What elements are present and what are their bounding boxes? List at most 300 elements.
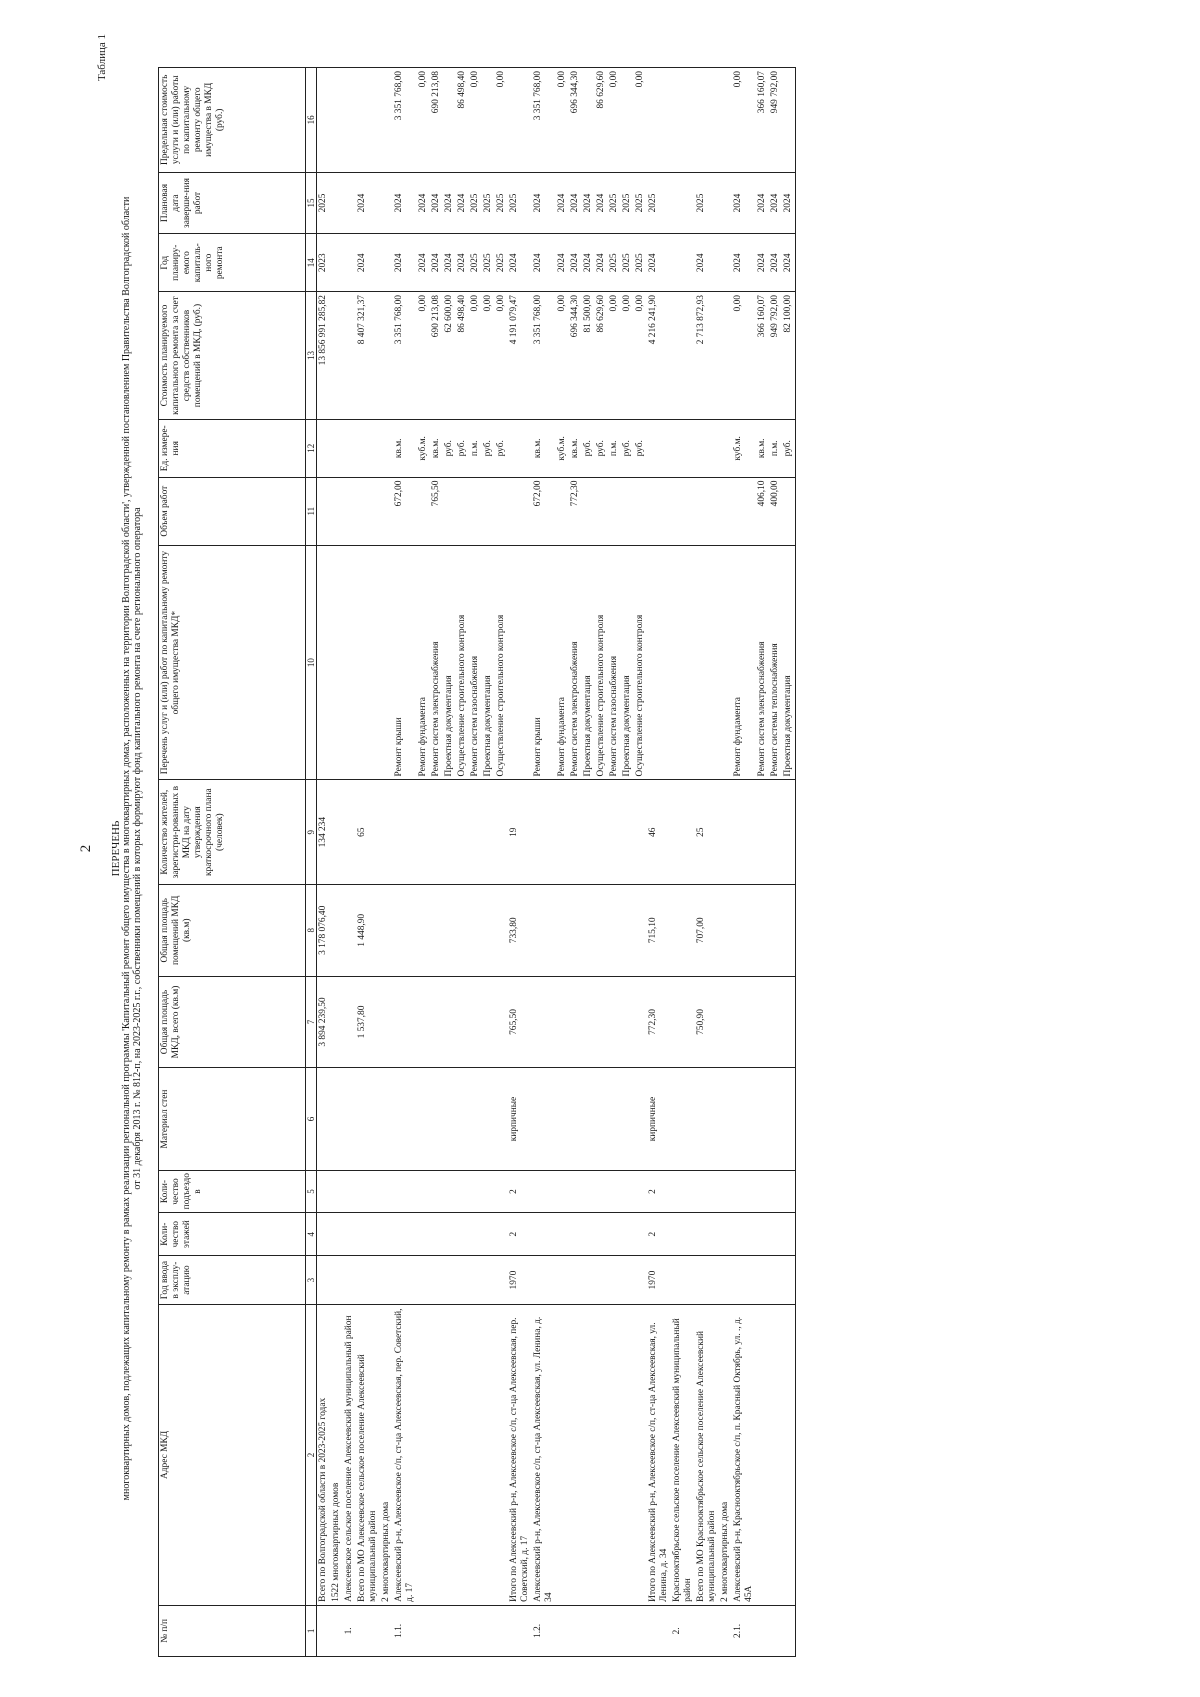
table-cell: куб.м.: [732, 420, 756, 478]
column-header: Количество жителей, зарегистри-рованных в МКД на дату утверждения краткосрочного плана (человек): [159, 780, 306, 885]
table-cell: [719, 884, 732, 976]
table-cell: [756, 1170, 769, 1213]
column-number: 12: [306, 420, 317, 478]
table-cell: [671, 477, 695, 545]
table-cell: [634, 1170, 647, 1213]
table-cell: 0,00: [495, 68, 508, 173]
table-cell: [330, 420, 343, 478]
table-cell: Всего по МО Алексеевское сельское поселение Алексеевский муниципальный район: [356, 1305, 380, 1606]
table-cell: 0,00: [556, 292, 569, 420]
table-cell: [380, 1213, 393, 1256]
table-cell: 8 407 321,37: [356, 292, 380, 420]
repair-list-table: [158, 67, 796, 1657]
table-cell: 2024: [556, 234, 569, 292]
table-row: [456, 68, 469, 1657]
table-cell: [430, 1256, 443, 1305]
table-cell: [595, 1605, 608, 1656]
table-cell: [356, 1256, 380, 1305]
table-cell: [634, 477, 647, 545]
table-cell: [595, 1213, 608, 1256]
table-cell: Проектная документация: [443, 545, 456, 780]
table-cell: [380, 1256, 393, 1305]
table-row: [393, 68, 417, 1657]
table-cell: 366 160,07: [756, 292, 769, 420]
table-cell: [482, 1305, 495, 1606]
table-cell: [317, 1068, 331, 1170]
table-cell: [719, 1068, 732, 1170]
column-number: 3: [306, 1256, 317, 1305]
table-cell: [769, 1170, 782, 1213]
table-cell: [417, 884, 430, 976]
table-cell: [330, 884, 343, 976]
table-cell: 2 713 872,93: [695, 292, 719, 420]
table-cell: руб.: [443, 420, 456, 478]
table-cell: [532, 1170, 556, 1213]
table-cell: [456, 1305, 469, 1606]
table-cell: 2024: [582, 172, 595, 234]
table-cell: [469, 1256, 482, 1305]
table-cell: [356, 420, 380, 478]
table-cell: 2024: [756, 172, 769, 234]
table-row: [608, 68, 621, 1657]
table-cell: руб.: [621, 420, 634, 478]
table-cell: [317, 1170, 331, 1213]
table-cell: [556, 1068, 569, 1170]
table-cell: 0,00: [732, 68, 756, 173]
table-cell: 2024: [443, 234, 456, 292]
table-cell: 672,00: [393, 477, 417, 545]
table-cell: [380, 545, 393, 780]
table-cell: [621, 884, 634, 976]
column-header: Объем работ: [159, 477, 306, 545]
table-cell: 2025: [634, 172, 647, 234]
table-cell: кв.м.: [393, 420, 417, 478]
table-cell: Всего по Волгоградской области в 2023-2025 годах: [317, 1305, 331, 1606]
table-cell: 2024: [393, 172, 417, 234]
table-cell: [634, 1068, 647, 1170]
table-row: [430, 68, 443, 1657]
table-cell: [595, 884, 608, 976]
table-cell: 2 многоквартирных дома: [380, 1305, 393, 1606]
table-cell: [695, 1213, 719, 1256]
table-row: [495, 68, 508, 1657]
column-header: Перечень услуг и (или) работ по капитальному ремонту общего имущества МКД*: [159, 545, 306, 780]
table-cell: Ремонт крыши: [393, 545, 417, 780]
table-cell: [621, 976, 634, 1068]
table-cell: [647, 68, 671, 173]
table-cell: [380, 1605, 393, 1656]
table-cell: 62 600,00: [443, 292, 456, 420]
table-cell: 2: [647, 1213, 671, 1256]
table-cell: [608, 1256, 621, 1305]
table-cell: [330, 68, 343, 173]
table-cell: [634, 1605, 647, 1656]
table-cell: [621, 1256, 634, 1305]
table-cell: 0,00: [621, 292, 634, 420]
table-cell: [782, 1256, 796, 1305]
column-number: 6: [306, 1068, 317, 1170]
column-header: Коли-чество подъездо в: [159, 1170, 306, 1213]
table-cell: [732, 780, 756, 885]
table-cell: [393, 976, 417, 1068]
table-cell: [469, 1213, 482, 1256]
table-cell: [634, 976, 647, 1068]
table-cell: руб.: [482, 420, 495, 478]
table-cell: Ремонт систем электроснабжения: [756, 545, 769, 780]
table-cell: 1522 многоквартирных домов: [330, 1305, 343, 1606]
table-cell: [317, 1605, 331, 1656]
table-row: [595, 68, 608, 1657]
table-cell: [443, 1170, 456, 1213]
table-cell: [695, 477, 719, 545]
table-cell: 765,50: [430, 477, 443, 545]
table-header-row: [159, 68, 306, 1657]
table-cell: [380, 1170, 393, 1213]
table-cell: [621, 1305, 634, 1606]
table-cell: 696 344,30: [569, 68, 582, 173]
table-cell: [330, 1170, 343, 1213]
column-header: Плановая дата заверше-ния работ: [159, 172, 306, 234]
column-header: Общая площадь помещений МКД (кв.м): [159, 884, 306, 976]
table-cell: [417, 1170, 430, 1213]
table-cell: руб.: [456, 420, 469, 478]
document-subtitle-line-2: от 31 декабря 2013 г. № 812-п, на 2023-2025 г.г., собственники помещений в которых формируют фонд капитального ремонта на счете регионального оператора: [132, 507, 143, 1190]
table-cell: 2 многоквартирных дома: [719, 1305, 732, 1606]
table-cell: [317, 420, 331, 478]
table-cell: [582, 884, 595, 976]
table-cell: [495, 976, 508, 1068]
table-cell: 2024: [695, 234, 719, 292]
table-cell: [417, 1305, 430, 1606]
table-cell: кв.м.: [532, 420, 556, 478]
table-cell: [671, 68, 695, 173]
table-cell: [343, 1068, 356, 1170]
table-row: [532, 68, 556, 1657]
table-cell: Ремонт систем газоснабжения: [469, 545, 482, 780]
table-cell: 0,00: [634, 292, 647, 420]
table-cell: [732, 884, 756, 976]
table-row: [556, 68, 569, 1657]
table-cell: [356, 1213, 380, 1256]
table-cell: 0,00: [469, 68, 482, 173]
table-cell: [508, 477, 532, 545]
table-cell: [356, 545, 380, 780]
table-cell: [582, 1213, 595, 1256]
table-cell: [647, 477, 671, 545]
table-cell: [695, 1170, 719, 1213]
table-cell: [595, 1305, 608, 1606]
table-cell: [647, 1605, 671, 1656]
table-cell: Алексеевский р-н, Алексеевское с/п, ст-ца Алексеевская, ул. Ленина, д. 34: [532, 1305, 556, 1606]
table-cell: 2025: [621, 172, 634, 234]
table-cell: кирпичные: [647, 1068, 671, 1170]
table-cell: [608, 780, 621, 885]
table-cell: [756, 780, 769, 885]
table-cell: 3 894 239,50: [317, 976, 331, 1068]
table-cell: 1.2.: [532, 1605, 556, 1656]
table-cell: 0,00: [556, 68, 569, 173]
table-cell: [430, 884, 443, 976]
table-cell: [330, 1256, 343, 1305]
page-number: 2: [78, 844, 94, 853]
table-cell: [495, 1305, 508, 1606]
table-cell: 2024: [443, 172, 456, 234]
table-cell: 949 792,00: [769, 292, 782, 420]
table-cell: 2024: [582, 234, 595, 292]
table-cell: [582, 976, 595, 1068]
table-cell: [769, 976, 782, 1068]
table-cell: 2024: [356, 172, 380, 234]
table-cell: [769, 884, 782, 976]
table-cell: [508, 420, 532, 478]
table-cell: 3 351 768,00: [393, 292, 417, 420]
table-cell: [582, 1256, 595, 1305]
table-cell: 86 498,40: [456, 68, 469, 173]
table-cell: 765,50: [508, 976, 532, 1068]
table-cell: 750,90: [695, 976, 719, 1068]
table-cell: [417, 1605, 430, 1656]
table-cell: [469, 780, 482, 885]
table-cell: [330, 1068, 343, 1170]
table-cell: 0,00: [417, 68, 430, 173]
column-header: Год планиру-емого капиталь-ного ремонта: [159, 234, 306, 292]
table-cell: [671, 234, 695, 292]
table-cell: [356, 1605, 380, 1656]
table-cell: [482, 1170, 495, 1213]
column-header: Год ввода в эксплу-атацию: [159, 1256, 306, 1305]
table-cell: [482, 477, 495, 545]
table-cell: [417, 477, 430, 545]
table-row: [782, 68, 796, 1657]
table-cell: [495, 780, 508, 885]
table-cell: [634, 884, 647, 976]
table-cell: 2024: [356, 234, 380, 292]
table-cell: 4 191 079,47: [508, 292, 532, 420]
table-cell: [343, 1256, 356, 1305]
table-cell: [482, 780, 495, 885]
table-cell: [443, 1256, 456, 1305]
table-cell: [393, 1213, 417, 1256]
table-cell: руб.: [595, 420, 608, 478]
table-cell: [608, 1213, 621, 1256]
table-cell: [456, 1170, 469, 1213]
table-cell: 0,00: [608, 68, 621, 173]
table-cell: 2025: [608, 172, 621, 234]
table-cell: [595, 780, 608, 885]
table-cell: 2025: [482, 172, 495, 234]
table-cell: 2024: [556, 172, 569, 234]
table-cell: [380, 976, 393, 1068]
table-cell: [647, 420, 671, 478]
table-cell: [769, 1256, 782, 1305]
table-cell: [719, 292, 732, 420]
table-cell: Ремонт систем газоснабжения: [608, 545, 621, 780]
table-cell: [732, 976, 756, 1068]
table-cell: 2025: [495, 172, 508, 234]
table-cell: Проектная документация: [782, 545, 796, 780]
table-cell: [343, 68, 356, 173]
table-cell: [330, 292, 343, 420]
table-cell: [556, 780, 569, 885]
table-body: [317, 68, 796, 1657]
table-cell: 690 213,08: [430, 68, 443, 173]
table-cell: [443, 1213, 456, 1256]
table-row: [769, 68, 782, 1657]
table-cell: [443, 780, 456, 885]
table-cell: [417, 976, 430, 1068]
table-cell: [469, 1605, 482, 1656]
table-cell: 2025: [482, 234, 495, 292]
table-cell: [443, 1068, 456, 1170]
table-cell: 0,00: [732, 292, 756, 420]
table-cell: [671, 780, 695, 885]
table-cell: 672,00: [532, 477, 556, 545]
table-cell: куб.м.: [417, 420, 430, 478]
column-header: Стоимость планируемого капитального ремонта за счет средств собственников помещений в МКД, (руб.): [159, 292, 306, 420]
table-cell: [582, 477, 595, 545]
table-cell: 366 160,07: [756, 68, 769, 173]
table-cell: руб.: [782, 420, 796, 478]
table-cell: [380, 68, 393, 173]
table-cell: 2024: [417, 172, 430, 234]
table-cell: [495, 1068, 508, 1170]
table-cell: 1970: [647, 1256, 671, 1305]
table-cell: 2025: [621, 234, 634, 292]
table-cell: [330, 234, 343, 292]
table-cell: [556, 1305, 569, 1606]
table-cell: [330, 976, 343, 1068]
table-cell: [608, 1068, 621, 1170]
table-cell: [769, 1305, 782, 1606]
table-cell: [634, 780, 647, 885]
table-cell: [317, 477, 331, 545]
table-cell: 2024: [508, 234, 532, 292]
table-cell: [443, 1305, 456, 1606]
table-cell: руб.: [582, 420, 595, 478]
table-cell: 2024: [782, 172, 796, 234]
table-cell: 2025: [695, 172, 719, 234]
table-cell: [719, 68, 732, 173]
table-cell: [443, 68, 456, 173]
table-cell: [532, 884, 556, 976]
table-cell: [582, 68, 595, 173]
table-cell: [782, 1213, 796, 1256]
table-cell: [343, 1213, 356, 1256]
column-header: Коли-чество этажей: [159, 1213, 306, 1256]
table-cell: 2025: [469, 172, 482, 234]
table-cell: 134 234: [317, 780, 331, 885]
table-cell: [430, 1068, 443, 1170]
table-cell: [330, 172, 343, 234]
table-cell: 2: [647, 1170, 671, 1213]
table-cell: [330, 477, 343, 545]
table-cell: [621, 1068, 634, 1170]
table-cell: 696 344,30: [569, 292, 582, 420]
table-cell: 46: [647, 780, 671, 885]
table-cell: [756, 1256, 769, 1305]
table-cell: [671, 545, 695, 780]
table-cell: 2023: [317, 234, 331, 292]
table-cell: [671, 172, 695, 234]
document-title: ПЕРЕЧЕНЬ: [110, 820, 122, 877]
table-cell: [393, 1068, 417, 1170]
table-cell: [495, 1170, 508, 1213]
table-cell: 2024: [430, 172, 443, 234]
column-number: 9: [306, 780, 317, 885]
table-cell: [380, 234, 393, 292]
table-cell: [456, 1256, 469, 1305]
table-cell: 4 216 241,90: [647, 292, 671, 420]
table-cell: кв.м.: [569, 420, 582, 478]
table-cell: [569, 976, 582, 1068]
table-cell: [556, 1213, 569, 1256]
table-cell: 2024: [456, 234, 469, 292]
table-cell: [608, 1605, 621, 1656]
table-row: [634, 68, 647, 1657]
table-cell: [532, 1068, 556, 1170]
table-cell: [417, 1213, 430, 1256]
table-cell: [695, 545, 719, 780]
table-cell: [556, 477, 569, 545]
table-cell: [719, 1213, 732, 1256]
table-row: [732, 68, 756, 1657]
table-cell: [456, 976, 469, 1068]
table-cell: [719, 780, 732, 885]
table-cell: 81 500,00: [582, 292, 595, 420]
table-cell: [695, 1068, 719, 1170]
column-header: № п/п: [159, 1605, 306, 1656]
table-cell: [569, 1170, 582, 1213]
table-cell: 3 351 768,00: [532, 68, 556, 173]
table-cell: [330, 1605, 343, 1656]
column-number: 13: [306, 292, 317, 420]
table-cell: 13 856 991 285,82: [317, 292, 331, 420]
table-cell: [569, 884, 582, 976]
table-cell: [380, 172, 393, 234]
table-cell: [769, 1605, 782, 1656]
table-cell: [380, 420, 393, 478]
table-row: [719, 68, 732, 1657]
column-number: 1: [306, 1605, 317, 1656]
table-cell: 3 351 768,00: [532, 292, 556, 420]
table-cell: Осуществление строительного контроля: [595, 545, 608, 780]
table-cell: [469, 1170, 482, 1213]
table-cell: [782, 1605, 796, 1656]
table-row: [343, 68, 356, 1657]
table-cell: руб.: [634, 420, 647, 478]
table-cell: [671, 1256, 695, 1305]
table-cell: 0,00: [634, 68, 647, 173]
table-cell: [482, 1213, 495, 1256]
table-cell: 733,80: [508, 884, 532, 976]
column-number: 8: [306, 884, 317, 976]
table-cell: [443, 1605, 456, 1656]
column-number: 7: [306, 976, 317, 1068]
table-cell: [608, 477, 621, 545]
table-cell: 406,10: [756, 477, 769, 545]
table-cell: [317, 68, 331, 173]
table-cell: 3 178 076,40: [317, 884, 331, 976]
column-header: Адрес МКД: [159, 1305, 306, 1606]
table-cell: [532, 1256, 556, 1305]
table-cell: Ремонт фундамента: [556, 545, 569, 780]
table-cell: [671, 292, 695, 420]
table-cell: [732, 1068, 756, 1170]
table-cell: [393, 1170, 417, 1213]
table-cell: [417, 1068, 430, 1170]
table-cell: 2024: [417, 234, 430, 292]
table-row: [647, 68, 671, 1657]
